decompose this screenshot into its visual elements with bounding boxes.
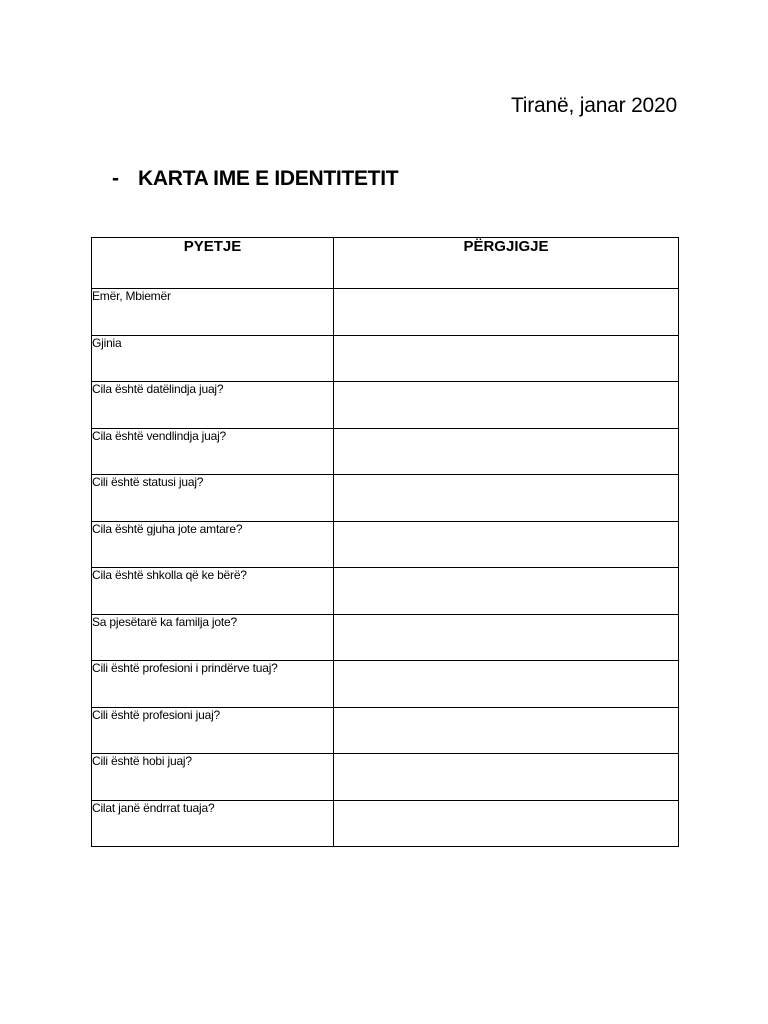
table-row (92, 521, 679, 568)
question-cell: Gjinia (92, 335, 334, 382)
title-dash: - (112, 167, 119, 190)
question-cell: Sa pjesëtarë ka familja jote? (92, 614, 334, 661)
column-header-question: PYETJE (92, 238, 334, 289)
table-row (92, 335, 679, 382)
question-cell: Cilat janë ëndrrat tuaja? (92, 800, 334, 847)
table-row (92, 475, 679, 522)
table-row (92, 614, 679, 661)
table-header-row (92, 238, 679, 289)
answer-cell[interactable] (334, 707, 679, 754)
answer-cell[interactable] (334, 661, 679, 708)
question-cell: Cila është datëlindja juaj? (92, 382, 334, 429)
question-cell: Cili është profesioni juaj? (92, 707, 334, 754)
date-line: Tiranë, janar 2020 (510, 94, 677, 117)
question-cell: Emër, Mbiemër (92, 289, 334, 336)
table-row (92, 568, 679, 615)
answer-cell[interactable] (334, 289, 679, 336)
table-row (92, 754, 679, 801)
answer-cell[interactable] (334, 521, 679, 568)
column-header-answer: PËRGJIGJE (334, 238, 679, 289)
table-row (92, 382, 679, 429)
title-text: KARTA IME E IDENTITETIT (138, 167, 399, 190)
question-cell: Cila është shkolla që ke bërë? (92, 568, 334, 615)
table-row (92, 661, 679, 708)
document-title (112, 167, 398, 191)
answer-cell[interactable] (334, 568, 679, 615)
table-row (92, 707, 679, 754)
answer-cell[interactable] (334, 754, 679, 801)
question-answer-table (91, 237, 679, 847)
table-row (92, 428, 679, 475)
question-cell: Cili është profesioni i prindërve tuaj? (92, 661, 334, 708)
answer-cell[interactable] (334, 800, 679, 847)
question-cell: Cila është gjuha jote amtare? (92, 521, 334, 568)
answer-cell[interactable] (334, 382, 679, 429)
table-row (92, 289, 679, 336)
answer-cell[interactable] (334, 475, 679, 522)
table-row (92, 800, 679, 847)
answer-cell[interactable] (334, 428, 679, 475)
question-cell: Cili është statusi juaj? (92, 475, 334, 522)
answer-cell[interactable] (334, 335, 679, 382)
question-cell: Cili është hobi juaj? (92, 754, 334, 801)
answer-cell[interactable] (334, 614, 679, 661)
question-cell: Cila është vendlindja juaj? (92, 428, 334, 475)
